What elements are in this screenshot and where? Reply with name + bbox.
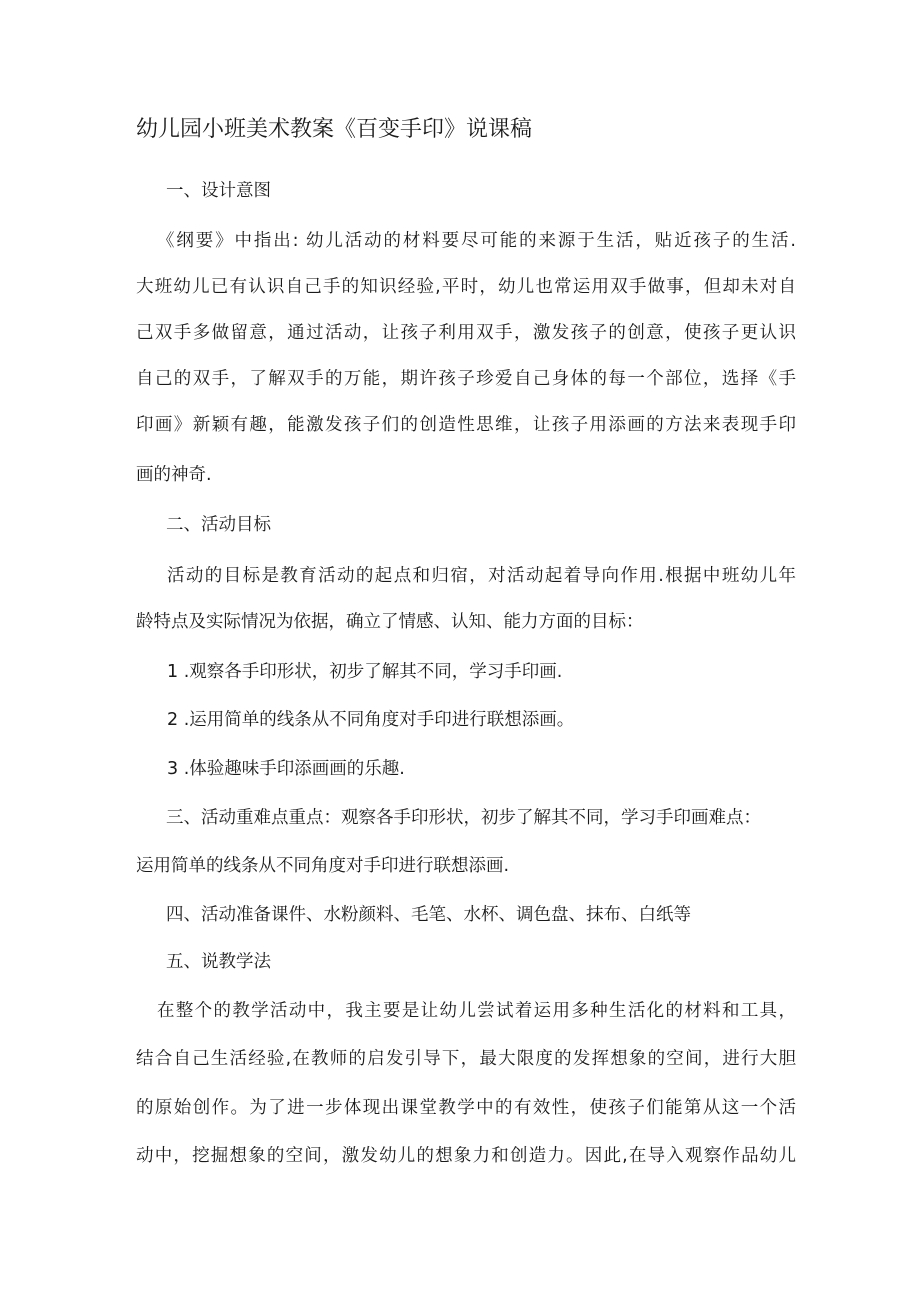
paragraph-line: 《纲要》中指出: 幼儿活动的材料要尽可能的来源于生活，贴近孩子的生活. [157, 231, 796, 251]
paragraph-line: 印画》新颖有趣，能激发孩子们的创造性思维，让孩子用添画的方法来表现手印 [136, 415, 796, 435]
section-heading-activity-goals: 二、活动目标 [166, 515, 271, 535]
paragraph-line: 龄特点及实际情况为依据，确立了情感、认知、能力方面的目标： [136, 612, 644, 632]
paragraph-line: 动中，挖掘想象的空间，激发幼儿的想象力和创造力。因此,在导入观察作品幼儿 [136, 1146, 796, 1166]
paragraph-line: 大班幼儿已有认识自己手的知识经验,平时，幼儿也常运用双手做事，但却未对自 [136, 277, 796, 297]
paragraph-line: 运用简单的线条从不同角度对手印进行联想添画. [136, 856, 510, 876]
paragraph-line: 自己的双手，了解双手的万能，期许孩子珍爱自己身体的每一个部位，选择《手 [136, 369, 796, 389]
goal-item-3: 3 .体验趣味手印添画画的乐趣. [167, 759, 405, 779]
paragraph-line: 画的神奇. [136, 465, 212, 485]
section-heading-teaching-method: 五、说教学法 [166, 952, 271, 972]
section-heading-design-intent: 一、设计意图 [166, 181, 271, 201]
paragraph-line: 活动的目标是教育活动的起点和归宿，对活动起着导向作用.根据中班幼儿年 [167, 566, 796, 586]
paragraph-line: 的原始创作。为了进一步体现出课堂教学中的有效性，使孩子们能第从这一个活 [136, 1098, 796, 1118]
section-heading-key-points: 三、活动重难点重点：观察各手印形状，初步了解其不同，学习手印画难点： [166, 808, 761, 828]
document-title: 幼儿园小班美术教案《百变手印》说课稿 [136, 117, 533, 142]
paragraph-line: 己双手多做留意，通过活动，让孩子利用双手，激发孩子的创意，使孩子更认识 [136, 323, 796, 343]
goal-item-2: 2 .运用简单的线条从不同角度对手印进行联想添画。 [167, 710, 575, 730]
paragraph-line: 结合自己生活经验,在教师的启发引导下，最大限度的发挥想象的空间，进行大胆 [136, 1049, 796, 1069]
section-heading-preparation: 四、活动准备课件、水粉颜料、毛笔、水杯、调色盘、抹布、白纸等 [166, 905, 691, 925]
goal-item-1: 1 .观察各手印形状，初步了解其不同，学习手印画. [167, 662, 563, 682]
paragraph-line: 在整个的教学活动中，我主要是让幼儿尝试着运用多种生活化的材料和工具， [157, 1001, 796, 1021]
